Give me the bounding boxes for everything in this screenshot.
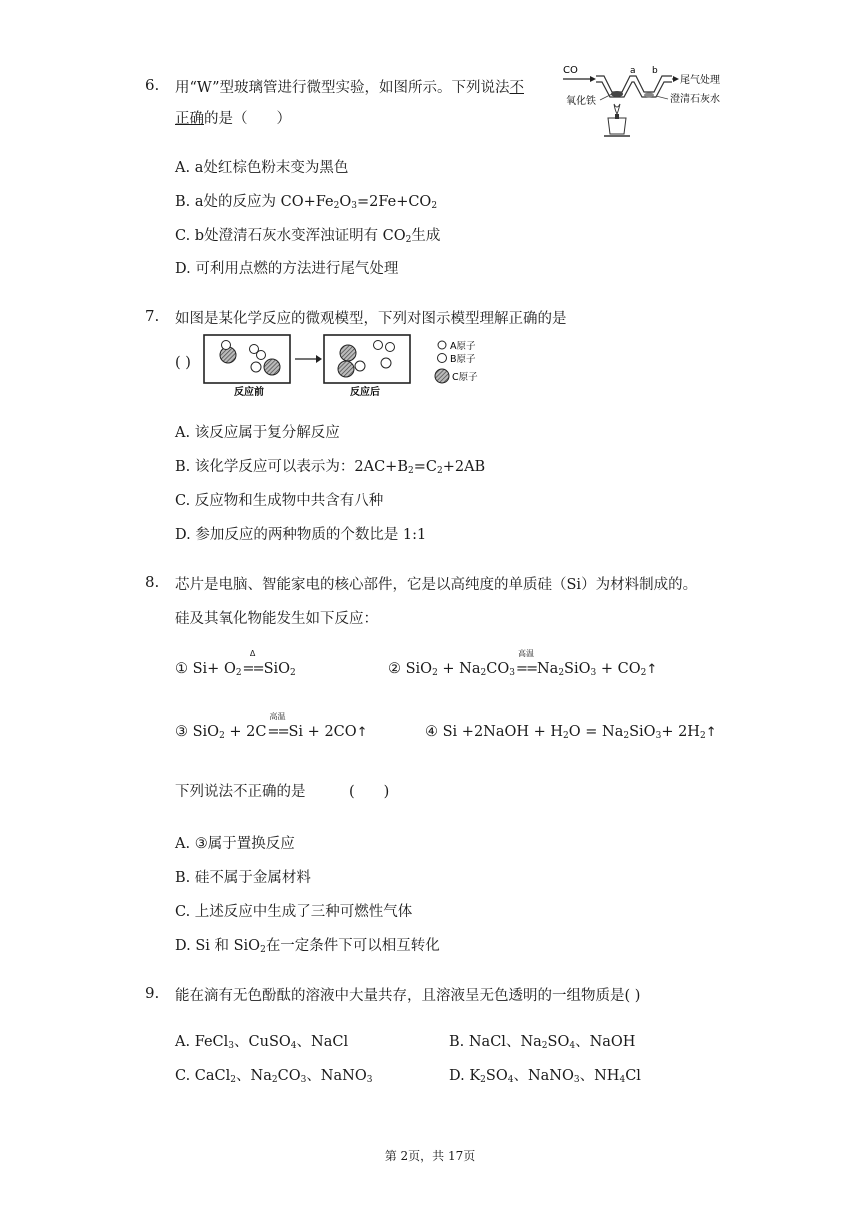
reaction-3: ③ SiO$_2$ + 2C 高温 ==Si + 2CO↑: [175, 712, 368, 741]
question-9-option-b[interactable]: B. NaCl、$Na_2SO_4$、NaOH: [449, 1034, 636, 1051]
question-8-stem-line2: 硅及其氧化物能发生如下反应：: [175, 611, 378, 627]
question-8-option-c[interactable]: C. 上述反应中生成了三种可燃性气体: [175, 904, 413, 920]
question-6-option-d[interactable]: D. 可利用点燃的方法进行尾气处理: [175, 261, 399, 277]
question-7-option-c[interactable]: C. 反应物和生成物中共含有八种: [175, 493, 384, 509]
question-8-option-d[interactable]: D. Si 和 SiO$_2$在一定条件下可以相互转化: [175, 938, 440, 955]
exhaust-label: 尾气处理: [680, 75, 720, 86]
question-8-stem-line1: 芯片是电脑、智能家电的核心部件，它是以高纯度的单质硅（Si）为材料制成的。: [175, 577, 698, 593]
reaction-4: ④ Si +2NaOH + $H_2O = Na_2SiO_3+$ $2H_2↑$: [425, 724, 717, 741]
question-8-ask: 下列说法不正确的是 ( ): [175, 784, 390, 800]
ferric-oxide-label: 氧化铁: [566, 96, 596, 107]
question-6-option-b[interactable]: B. a处的反应为 $CO+Fe_2O_3=2Fe+CO_2$: [175, 194, 438, 211]
question-number-8: 8.: [145, 573, 160, 591]
legend-b: B原子: [450, 354, 476, 365]
legend-c: C原子: [452, 372, 478, 383]
question-7-option-a[interactable]: A. 该反应属于复分解反应: [175, 425, 340, 441]
legend-a: A原子: [450, 341, 476, 352]
reaction-2: ② $SiO_2 + Na_2CO_3$ 高温 $==Na_2SiO_3$ + $CO_2↑$: [388, 649, 658, 678]
question-7-option-b[interactable]: B. 该化学反应可以表示为：$2AC+B_2=C_2+2AB$: [175, 459, 486, 476]
after-label: 反应后: [350, 387, 380, 397]
reaction-micro-model-diagram: [200, 333, 500, 397]
reaction-1: ① $Si+ O_2$ Δ ==SiO$_2$: [175, 649, 296, 678]
question-6-option-c[interactable]: C. b处澄清石灰水变浑浊证明有 $CO_2$生成: [175, 228, 441, 245]
before-label: 反应前: [234, 387, 264, 397]
question-7-stem: 如图是某化学反应的微观模型，下列对图示模型理解正确的是: [175, 311, 567, 327]
question-7-paren: ( ): [175, 355, 191, 371]
w-tube-apparatus-diagram: [560, 62, 720, 144]
question-number-9: 9.: [145, 984, 160, 1002]
question-6-option-a[interactable]: A. a处红棕色粉末变为黑色: [175, 160, 349, 176]
question-number-6: 6.: [145, 76, 160, 94]
question-7-option-d[interactable]: D. 参加反应的两种物质的个数比是 1:1: [175, 527, 427, 543]
question-9-option-a[interactable]: A. FeCl$_3$、CuSO$_4$、NaCl: [175, 1034, 349, 1051]
label-a: a: [630, 66, 636, 76]
question-9-option-d[interactable]: D. $K_2SO_4$、NaNO$_3$、$NH_4Cl$: [449, 1068, 641, 1085]
question-8-option-a[interactable]: A. ③属于置换反应: [175, 836, 295, 852]
question-number-7: 7.: [145, 307, 160, 325]
limewater-label: 澄清石灰水: [670, 94, 720, 105]
question-8-option-b[interactable]: B. 硅不属于金属材料: [175, 870, 311, 886]
label-b: b: [652, 66, 658, 76]
question-6-stem-line1: 用“W”型玻璃管进行微型实验，如图所示。下列说法不: [175, 80, 524, 96]
page-footer: 第 2页，共 17页: [384, 1149, 476, 1163]
co-label: CO: [563, 65, 578, 76]
question-6-stem-line2: 正确的是（ ）: [175, 111, 291, 127]
question-9-option-c[interactable]: C. CaCl$_2$、$Na_2CO_3$、NaNO$_3$: [175, 1068, 373, 1085]
question-9-stem: 能在滴有无色酚酞的溶液中大量共存，且溶液呈无色透明的一组物质是( ): [175, 988, 641, 1004]
